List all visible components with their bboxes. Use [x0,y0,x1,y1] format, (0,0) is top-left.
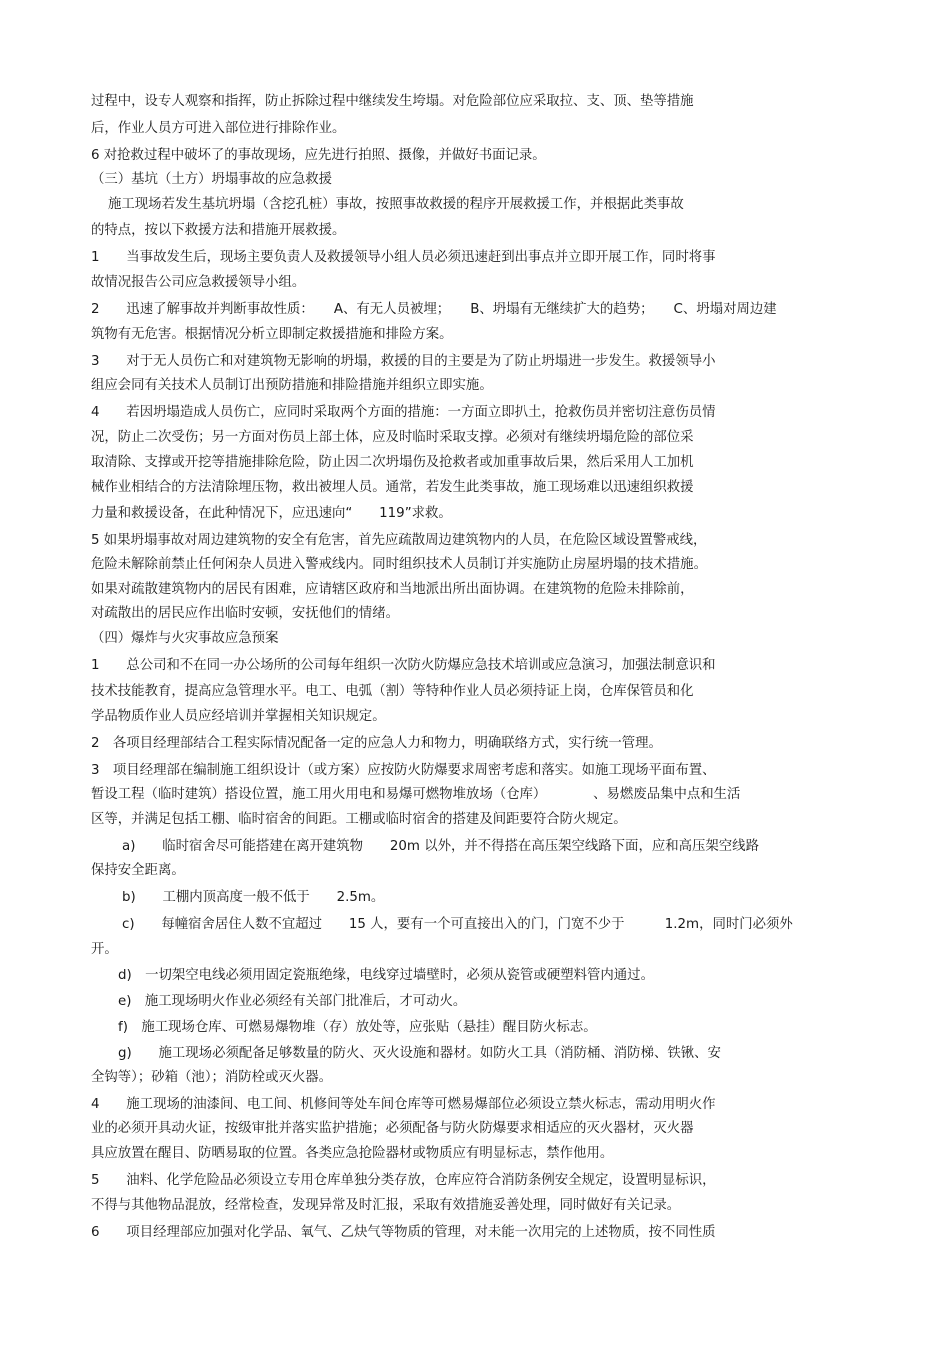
text-line: 暂设工程（临时建筑）搭设位置，施工用火用电和易爆可燃物堆放场（仓库） 、易燃废品集中点和生活 [91,787,741,802]
text-line: g) 施工现场必须配备足够数量的防火、灭火设施和器材。如防火工具（消防桶、消防梯、铁锹、安 [118,1046,721,1061]
text-line: 6 项目经理部应加强对化学品、氧气、乙炔气等物质的管理，对未能一次用完的上述物质，按不同性质 [91,1225,716,1240]
text-line: 力量和救援设备，在此种情况下，应迅速向“ 119”求救。 [91,506,452,521]
text-line: e) 施工现场明火作业必须经有关部门批准后，才可动火。 [118,994,467,1009]
text-line: 况，防止二次受伤；另一方面对伤员上部土体，应及时临时采取支撑。必须对有继续坍塌危险的部位采 [91,430,694,445]
text-line: d) 一切架空电线必须用固定瓷瓶绝缘，电线穿过墙壁时，必须从瓷管或硬塑料管内通过。 [118,968,654,983]
section-heading: （三）基坑（土方）坍塌事故的应急救援 [91,172,333,187]
text-line: 4 若因坍塌造成人员伤亡，应同时采取两个方面的措施：一方面立即扒土，抢救伤员并密切注意伤员情 [91,405,716,420]
text-line: 的特点，按以下救援方法和措施开展救援。 [91,223,346,238]
text-line: 不得与其他物品混放，经常检查，发现异常及时汇报，采取有效措施妥善处理，同时做好有关记录。 [91,1198,681,1213]
text-line: 组应会同有关技术人员制订出预防措施和排险措施并组织立即实施。 [91,378,493,393]
text-line: b) 工棚内顶高度一般不低于 2.5m。 [122,890,385,905]
text-line: 3 项目经理部在编制施工组织设计（或方案）应按防火防爆要求周密考虑和落实。如施工现场平面布置、 [91,763,716,778]
text-line: 5 如果坍塌事故对周边建筑物的安全有危害，首先应疏散周边建筑物内的人员，在危险区域设置警戒线， [91,533,707,548]
text-line: 3 对于无人员伤亡和对建筑物无影响的坍塌，救援的目的主要是为了防止坍塌进一步发生。救援领导小 [91,354,716,369]
text-line: 学品物质作业人员应经培训并掌握相关知识规定。 [91,709,386,724]
text-line: 对疏散出的居民应作出临时安顿，安抚他们的情绪。 [91,606,399,621]
text-line: 全钩等）；砂箱（池）；消防栓或灭火器。 [91,1070,333,1085]
text-line: 故情况报告公司应急救援领导小组。 [91,275,306,290]
text-line: 后，作业人员方可进入部位进行排除作业。 [91,121,346,136]
text-line: c) 每幢宿舍居住人数不宜超过 15 人，要有一个可直接出入的门，门宽不少于 1.2m，同时门必须外 [122,917,793,932]
text-line: 取清除、支撑或开挖等措施排除危险，防止因二次坍塌伤及抢救者或加重事故后果，然后采用人工加机 [91,455,694,470]
text-line: f) 施工现场仓库、可燃易爆物堆（存）放处等，应张贴（悬挂）醒目防火标志。 [118,1020,597,1035]
text-line: 区等，并满足包括工棚、临时宿舍的间距。工棚或临时宿舍的搭建及间距要符合防火规定。 [91,812,627,827]
text-line: 过程中，设专人观察和指挥，防止拆除过程中继续发生垮塌。对危险部位应采取拉、支、顶、垫等措施 [91,94,694,109]
text-line: 保持安全距离。 [91,863,185,878]
text-line: 施工现场若发生基坑坍塌（含挖孔桩）事故，按照事故救援的程序开展救援工作，并根据此类事故 [108,197,684,212]
text-line: a) 临时宿舍尽可能搭建在离开建筑物 20m 以外，并不得搭在高压架空线路下面，应和高压架空线路 [122,839,759,854]
text-line: 4 施工现场的油漆间、电工间、机修间等处车间仓库等可燃易爆部位必须设立禁火标志，需动用明火作 [91,1097,716,1112]
text-line: 业的必须开具动火证，按级审批并落实监护措施；必须配备与防火防爆要求相适应的灭火器材，灭火器 [91,1121,694,1136]
text-line: 1 当事故发生后，现场主要负责人及救援领导小组人员必须迅速赶到出事点并立即开展工作，同时将事 [91,250,716,265]
text-line: 2 各项目经理部结合工程实际情况配备一定的应急人力和物力，明确联络方式，实行统一管理。 [91,736,662,751]
text-line: 6 对抢救过程中破坏了的事故现场，应先进行拍照、摄像，并做好书面记录。 [91,148,546,163]
text-line: 5 油料、化学危险品必须设立专用仓库单独分类存放，仓库应符合消防条例安全规定，设置明显标识， [91,1173,716,1188]
section-heading: （四）爆炸与火灾事故应急预案 [91,631,279,646]
text-line: 筑物有无危害。根据情况分析立即制定救援措施和排险方案。 [91,327,453,342]
text-line: 如果对疏散建筑物内的居民有困难，应请辖区政府和当地派出所出面协调。在建筑物的危险未排除前， [91,582,694,597]
text-line: 技术技能教育，提高应急管理水平。电工、电弧（割）等特种作业人员必须持证上岗，仓库保管员和化 [91,684,694,699]
text-line: 危险未解除前禁止任何闲杂人员进入警戒线内。同时组织技术人员制订并实施防止房屋坍塌的技术措施。 [91,557,707,572]
text-line: 具应放置在醒目、防晒易取的位置。各类应急抢险器材或物质应有明显标志，禁作他用。 [91,1146,614,1161]
text-line: 械作业相结合的方法清除埋压物，救出被埋人员。通常，若发生此类事故，施工现场难以迅速组织救援 [91,480,694,495]
text-line: 1 总公司和不在同一办公场所的公司每年组织一次防火防爆应急技术培训或应急演习，加强法制意识和 [91,658,716,673]
text-line: 开。 [91,942,118,957]
text-line: 2 迅速了解事故并判断事故性质： A、有无人员被埋； B、坍塌有无继续扩大的趋势； C、坍塌对周边建 [91,302,777,317]
